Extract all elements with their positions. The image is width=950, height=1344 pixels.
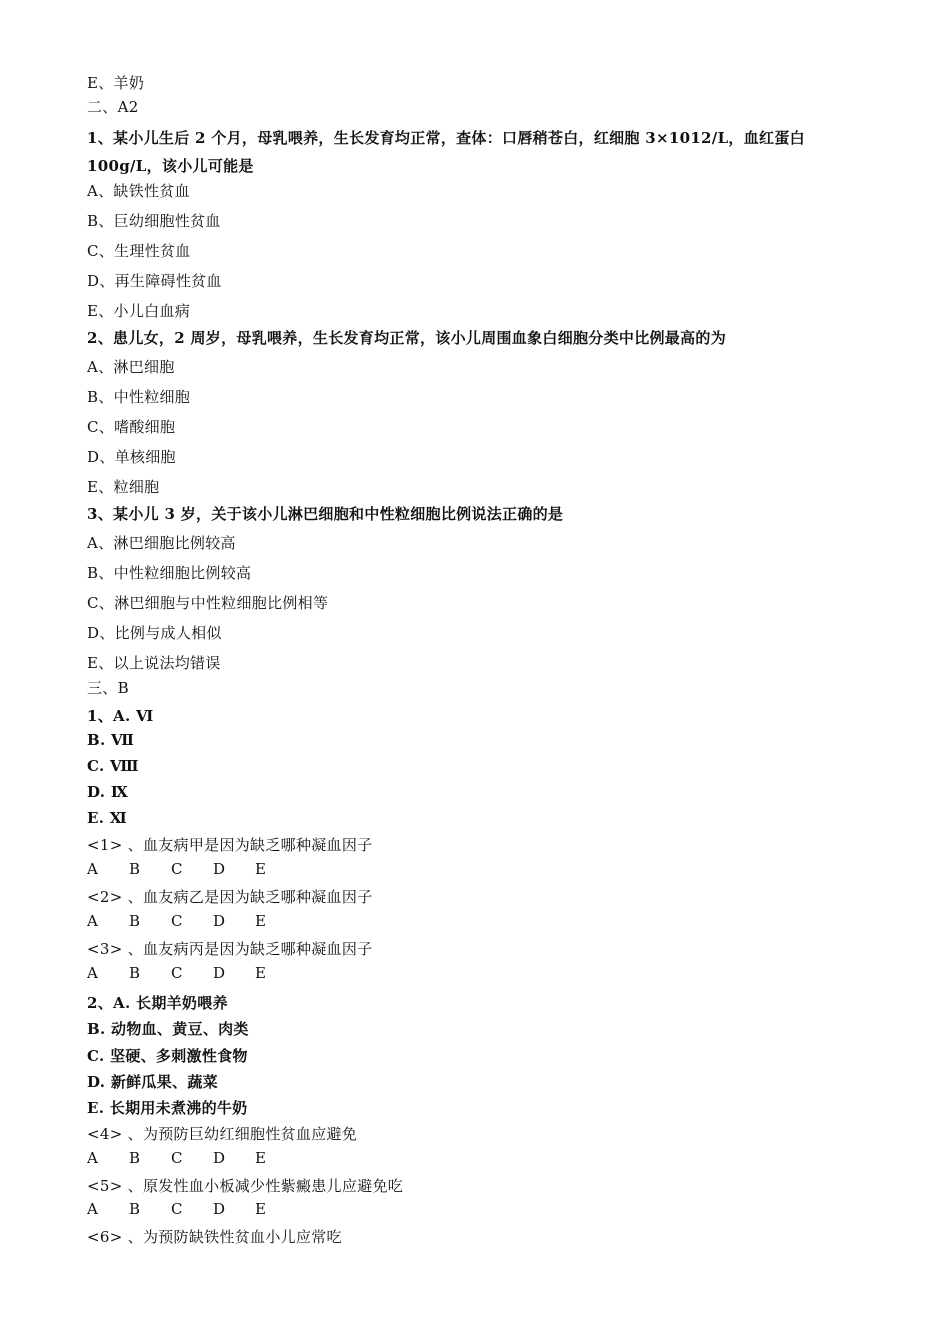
text-line: B、中性粒细胞	[87, 388, 191, 406]
answer-option-c: C	[171, 964, 183, 982]
answer-option-b: B	[129, 1149, 141, 1167]
answer-option-b: B	[129, 1200, 141, 1218]
text-line: C、嗜酸细胞	[87, 418, 176, 436]
answer-option-d: D	[213, 964, 226, 982]
answer-option-c: C	[171, 912, 183, 930]
question-line: C. Ⅷ	[87, 757, 139, 775]
question-line: 3、某小儿 3 岁，关于该小儿淋巴细胞和中性粒细胞比例说法正确的是	[87, 505, 564, 523]
question-line: C. 坚硬、多刺激性食物	[87, 1047, 248, 1065]
text-line: E、以上说法均错误	[87, 654, 221, 672]
answer-option-e: E	[255, 912, 267, 930]
question-line: B. Ⅶ	[87, 731, 135, 749]
text-line: D、单核细胞	[87, 448, 176, 466]
answer-options-row	[87, 860, 297, 878]
question-line: 1、A. Ⅵ	[87, 707, 154, 725]
text-line: D、再生障碍性贫血	[87, 272, 222, 290]
question-line: E. 长期用未煮沸的牛奶	[87, 1099, 248, 1117]
text-line: C、生理性贫血	[87, 242, 191, 260]
answer-options-row	[87, 1149, 297, 1167]
question-line: D. 新鲜瓜果、蔬菜	[87, 1073, 218, 1091]
answer-option-c: C	[171, 1200, 183, 1218]
question-line: 1、某小儿生后 2 个月，母乳喂养，生长发育均正常，查体：口唇稍苍白，红细胞 3×1012/L，血红蛋白 100g/L，该小儿可能是	[87, 129, 805, 175]
text-line: <6> 、为预防缺铁性贫血小儿应常吃	[87, 1228, 342, 1246]
answer-option-b: B	[129, 860, 141, 878]
text-line: <2> 、血友病乙是因为缺乏哪种凝血因子	[87, 888, 373, 906]
answer-options-row	[87, 912, 297, 930]
question-line: B. 动物血、黄豆、肉类	[87, 1020, 249, 1038]
answer-option-c: C	[171, 1149, 183, 1167]
answer-option-c: C	[171, 860, 183, 878]
question-line: D. Ⅸ	[87, 783, 129, 801]
text-line: E、羊奶	[87, 74, 145, 92]
text-line: 二、A2	[87, 98, 139, 116]
question-line: 2、患儿女，2 周岁，母乳喂养，生长发育均正常，该小儿周围血象白细胞分类中比例最高的为	[87, 329, 726, 347]
text-line: B、巨幼细胞性贫血	[87, 212, 221, 230]
answer-option-a: A	[87, 1149, 99, 1167]
answer-options-row	[87, 1200, 297, 1218]
answer-option-e: E	[255, 1200, 267, 1218]
answer-option-a: A	[87, 1200, 99, 1218]
answer-option-a: A	[87, 912, 99, 930]
answer-option-e: E	[255, 1149, 267, 1167]
answer-options-row	[87, 964, 297, 982]
text-line: A、淋巴细胞比例较高	[87, 534, 236, 552]
text-line: <1> 、血友病甲是因为缺乏哪种凝血因子	[87, 836, 373, 854]
question-line: 2、A. 长期羊奶喂养	[87, 994, 228, 1012]
answer-option-b: B	[129, 964, 141, 982]
text-line: 三、B	[87, 679, 129, 697]
question-line: E. Ⅺ	[87, 809, 127, 827]
text-line: E、粒细胞	[87, 478, 160, 496]
answer-option-d: D	[213, 1200, 226, 1218]
answer-option-d: D	[213, 860, 226, 878]
text-line: <5> 、原发性血小板减少性紫癜患儿应避免吃	[87, 1177, 404, 1195]
text-line: A、淋巴细胞	[87, 358, 175, 376]
answer-option-a: A	[87, 860, 99, 878]
answer-option-d: D	[213, 1149, 226, 1167]
text-line: <4> 、为预防巨幼红细胞性贫血应避免	[87, 1125, 358, 1143]
text-line: C、淋巴细胞与中性粒细胞比例相等	[87, 594, 329, 612]
text-line: B、中性粒细胞比例较高	[87, 564, 252, 582]
text-line: A、缺铁性贫血	[87, 182, 190, 200]
answer-option-a: A	[87, 964, 99, 982]
answer-option-d: D	[213, 912, 226, 930]
answer-option-e: E	[255, 964, 267, 982]
answer-option-b: B	[129, 912, 141, 930]
answer-option-e: E	[255, 860, 267, 878]
text-line: <3> 、血友病丙是因为缺乏哪种凝血因子	[87, 940, 373, 958]
text-line: E、小儿白血病	[87, 302, 191, 320]
text-line: D、比例与成人相似	[87, 624, 222, 642]
